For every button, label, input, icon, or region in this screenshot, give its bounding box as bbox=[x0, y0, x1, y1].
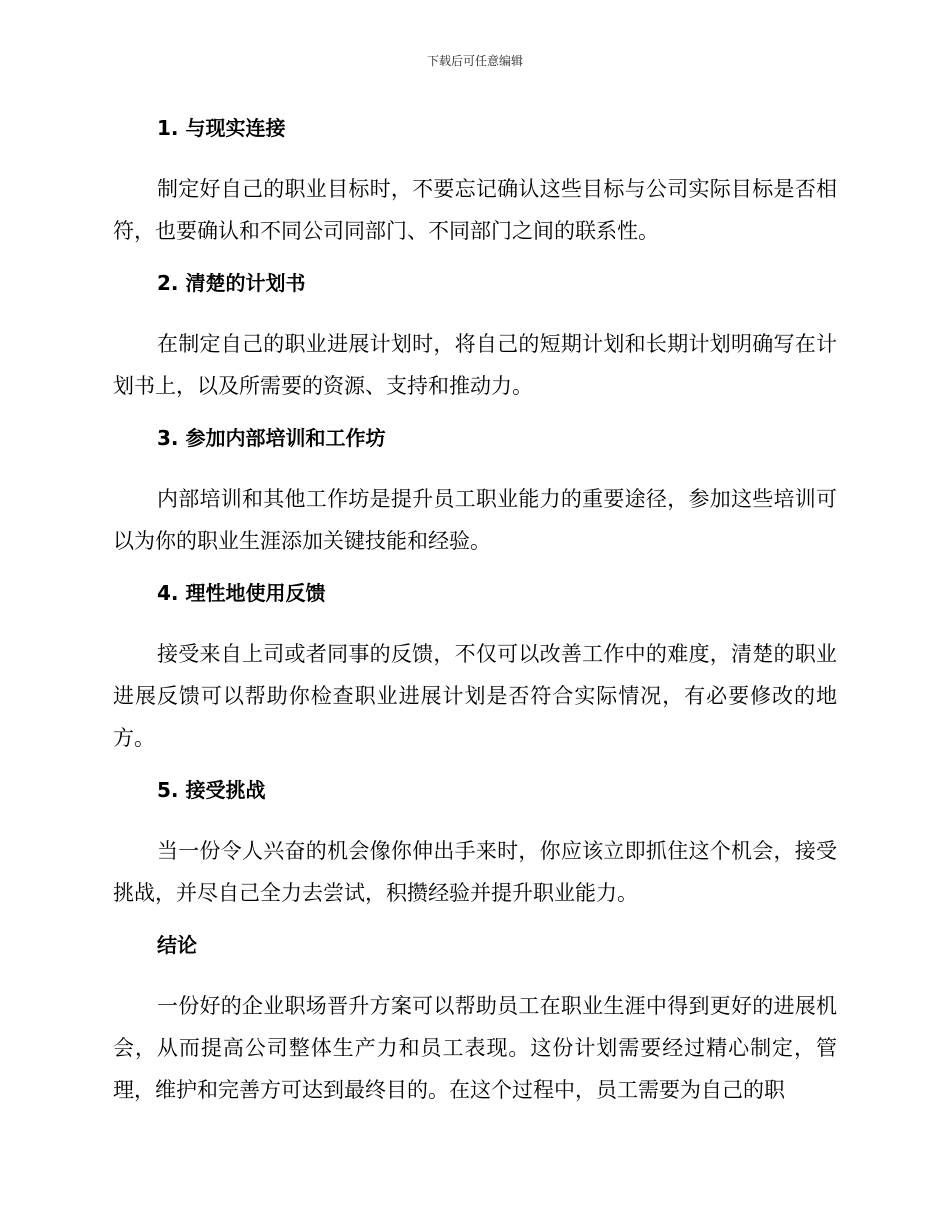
section-heading: 1. 与现实连接 bbox=[157, 116, 286, 140]
header-note: 下载后可任意编辑 bbox=[426, 54, 523, 68]
conclusion-heading: 结论 bbox=[157, 933, 197, 957]
section-heading: 5. 接受挑战 bbox=[157, 778, 266, 802]
section-heading: 2. 清楚的计划书 bbox=[157, 271, 306, 295]
section-paragraph: 当一份令人兴奋的机会像你伸出手来时，你应该立即抓住这个机会，接受挑战，并尽自己全力去尝试，积攒经验并提升职业能力。 bbox=[113, 839, 837, 905]
section-paragraph: 制定好自己的职业目标时，不要忘记确认这些目标与公司实际目标是否相符，也要确认和不同公司同部门、不同部门之间的联系性。 bbox=[113, 177, 837, 243]
conclusion-paragraph: 一份好的企业职场晋升方案可以帮助员工在职业生涯中得到更好的进展机会，从而提高公司整体生产力和员工表现。这份计划需要经过精心制定，管理，维护和完善方可达到最终目的。在这个过程中，员工需要为自己的职 bbox=[113, 994, 837, 1102]
section-paragraph: 接受来自上司或者同事的反馈，不仅可以改善工作中的难度，清楚的职业进展反馈可以帮助你检查职业进展计划是否符合实际情况，有必要修改的地方。 bbox=[113, 642, 837, 750]
section-heading: 4. 理性地使用反馈 bbox=[157, 581, 326, 605]
section-paragraph: 在制定自己的职业进展计划时，将自己的短期计划和长期计划明确写在计划书上，以及所需要的资源、支持和推动力。 bbox=[113, 332, 837, 398]
document-body bbox=[113, 108, 837, 1122]
section-heading: 3. 参加内部培训和工作坊 bbox=[157, 426, 386, 450]
section-paragraph: 内部培训和其他工作坊是提升员工职业能力的重要途径，参加这些培训可以为你的职业生涯添加关键技能和经验。 bbox=[113, 487, 837, 553]
